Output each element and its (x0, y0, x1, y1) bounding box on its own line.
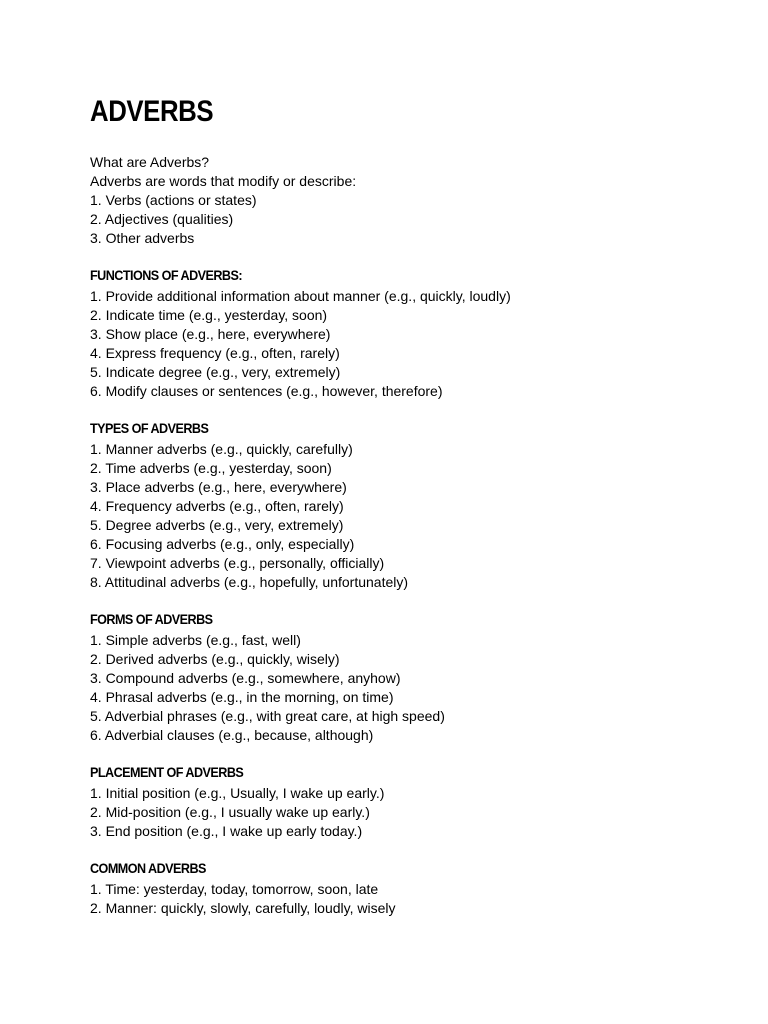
list-item: 6. Modify clauses or sentences (e.g., however, therefore) (90, 383, 443, 399)
section-heading: PLACEMENT OF ADVERBS (90, 764, 244, 780)
list-item: 4. Phrasal adverbs (e.g., in the morning, on time) (90, 689, 394, 705)
list-item: 1. Provide additional information about manner (e.g., quickly, loudly) (90, 288, 511, 304)
intro-question: What are Adverbs? (90, 154, 210, 170)
list-item: 1. Time: yesterday, today, tomorrow, soon, late (90, 881, 379, 897)
list-item: 8. Attitudinal adverbs (e.g., hopefully, unfortunately) (90, 574, 409, 590)
intro-item: 2. Adjectives (qualities) (90, 211, 234, 227)
list-item: 2. Time adverbs (e.g., yesterday, soon) (90, 460, 332, 476)
list-item: 5. Indicate degree (e.g., very, extremely) (90, 364, 341, 380)
section-list (90, 784, 730, 841)
list-item: 5. Adverbial phrases (e.g., with great care, at high speed) (90, 708, 445, 724)
section-list (90, 440, 730, 592)
section-list (90, 880, 730, 918)
list-item: 2. Indicate time (e.g., yesterday, soon) (90, 307, 328, 323)
section-heading: FUNCTIONS OF ADVERBS: (90, 267, 243, 283)
list-item: 2. Manner: quickly, slowly, carefully, loudly, wisely (90, 900, 396, 916)
document-page (90, 94, 730, 918)
section-placement (90, 763, 730, 841)
section-types (90, 419, 730, 592)
intro-block (90, 153, 730, 248)
list-item: 4. Express frequency (e.g., often, rarely) (90, 345, 340, 361)
list-item: 3. End position (e.g., I wake up early today.) (90, 823, 363, 839)
list-item: 3. Compound adverbs (e.g., somewhere, anyhow) (90, 670, 401, 686)
list-item: 7. Viewpoint adverbs (e.g., personally, officially) (90, 555, 385, 571)
section-list (90, 287, 730, 401)
list-item: 1. Initial position (e.g., Usually, I wake up early.) (90, 785, 385, 801)
section-heading: TYPES OF ADVERBS (90, 420, 209, 436)
intro-item: 3. Other adverbs (90, 230, 195, 246)
list-item: 2. Derived adverbs (e.g., quickly, wisely) (90, 651, 340, 667)
list-item: 6. Adverbial clauses (e.g., because, although) (90, 727, 374, 743)
list-item: 6. Focusing adverbs (e.g., only, especially) (90, 536, 355, 552)
intro-item: 1. Verbs (actions or states) (90, 192, 257, 208)
section-functions (90, 266, 730, 401)
document-title: ADVERBS (90, 95, 214, 128)
list-item: 5. Degree adverbs (e.g., very, extremely) (90, 517, 344, 533)
list-item: 3. Place adverbs (e.g., here, everywhere) (90, 479, 347, 495)
section-forms (90, 610, 730, 745)
intro-definition: Adverbs are words that modify or describe: (90, 173, 357, 189)
section-common (90, 859, 730, 918)
section-heading: COMMON ADVERBS (90, 860, 206, 876)
list-item: 2. Mid-position (e.g., I usually wake up early.) (90, 804, 370, 820)
list-item: 4. Frequency adverbs (e.g., often, rarely) (90, 498, 344, 514)
list-item: 3. Show place (e.g., here, everywhere) (90, 326, 331, 342)
section-list (90, 631, 730, 745)
section-heading: FORMS OF ADVERBS (90, 611, 213, 627)
list-item: 1. Manner adverbs (e.g., quickly, carefully) (90, 441, 353, 457)
list-item: 1. Simple adverbs (e.g., fast, well) (90, 632, 301, 648)
